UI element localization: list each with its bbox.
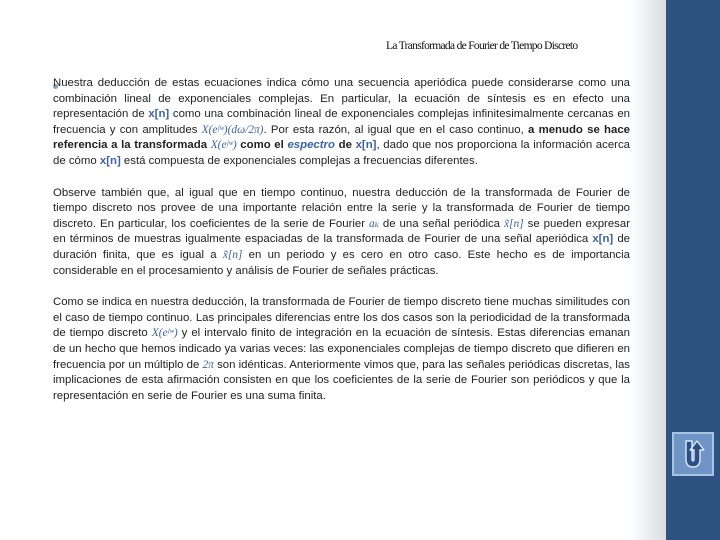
keyword-espectro: espectro [287,139,335,152]
math-x-n: x[n] [355,139,377,152]
math-X-e-jw: X(eʲʷ) [151,327,178,340]
slide-title: La Transformada de Fourier de Tiempo Discreto [386,40,578,52]
math-x-tilde-n: x̃[n] [504,217,524,230]
back-button[interactable] [672,432,714,476]
math-x-tilde-n: x̃[n] [222,248,243,261]
math-x-n: x[n] [148,108,170,121]
math-x-n: x[n] [592,233,614,246]
paragraph-3: Como se indica en nuestra deducción, la transformada de Fourier de tiempo discreto tiene muchas similitudes con el caso de tiempo continuo. Las principales diferencias entre los dos casos son la periodicidad de la transformada de tiempo discreto X(eʲʷ) y el intervalo finito de integración en la ecuación de síntesis. Estas diferencias emanan de un hecho que hemos indicado ya varias veces: las exponenciales complejas de tiempo discreto que difieren en frecuencia por un múltiplo de 2π son idénticas. Anteriormente vimos que, para las señales periódicas discretas, las implicaciones de esta afirmación consisten en que los coeficientes de la serie de Fourier son periódicos y que la representación en serie de Fourier es una suma finita. [53,296,630,402]
slide-content [53,76,630,420]
math-x-n: x[n] [99,154,121,167]
math-a-k: aₖ [369,217,379,230]
math-amplitude: X(eʲʷ)(dω/2π) [201,123,264,136]
math-X-e-jw: X(eʲʷ) [210,139,237,152]
return-arrow-icon [677,437,709,471]
paragraph-1: Nuestra deducción de estas ecuaciones indica cómo una secuencia aperiódica puede considerarse como una combinación lineal de exponenciales complejas. En particular, la ecuación de síntesis es en efecto una representación de x[n] como una combinación lineal de exponenciales complejas infinitesimalmente cercanas en frecuencia y con amplitudes X(eʲʷ)(dω/2π). Por esta razón, al igual que en el caso continuo, a menudo se hace referencia a la transformada X(eʲʷ) como el espectro de x[n], dado que nos proporciona la información acerca de cómo x[n] está compuesta de exponenciales complejas a frecuencias diferentes. [53,77,630,167]
paragraph-2: Observe también que, al igual que en tiempo continuo, nuestra deducción de la transformada de Fourier de tiempo discreto nos provee de una importante relación entre la serie y la transformada de Fourier de tiempo discreto. En particular, los coeficientes de la serie de Fourier aₖ de una señal periódica x̃[n] se pueden expresar en términos de muestras igualmente espaciadas de la transformada de Fourier de una señal aperiódica x[n] de duración finita, que es igual a x̃[n] en un periodo y es cero en otro caso. Este hecho es de importancia considerable en el procesamiento y análisis de Fourier de señales prácticas. [53,186,630,277]
math-2pi: 2π [202,358,214,371]
sidebar-shade [630,0,666,540]
